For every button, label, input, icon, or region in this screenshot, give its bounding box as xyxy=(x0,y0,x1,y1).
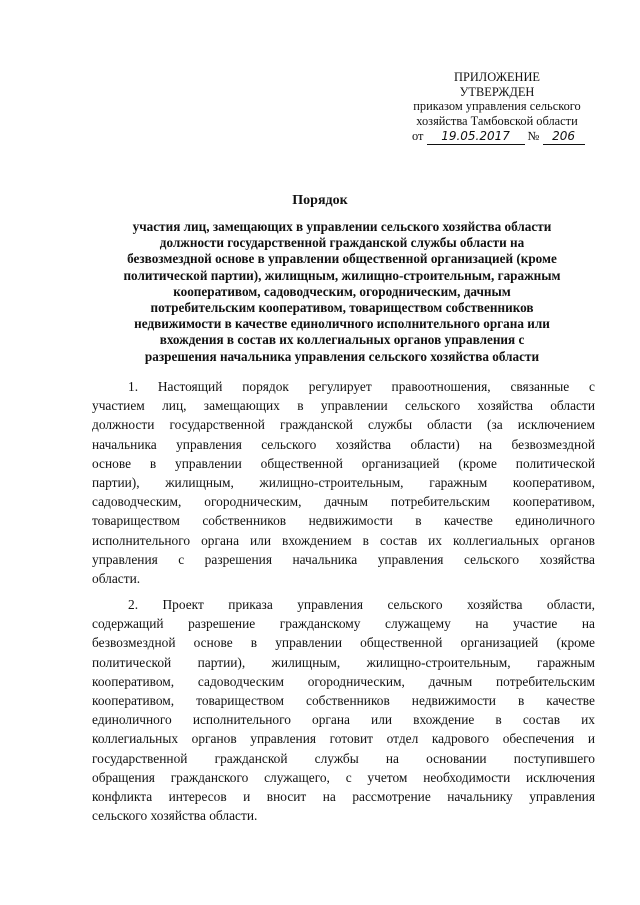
from-label: от xyxy=(412,129,424,144)
subtitle-line: политической партии), жилищным, жилищно-строительным, гаражным xyxy=(123,267,561,283)
document-title: Порядок xyxy=(292,193,348,208)
subtitle-line: потребительским кооперативом, товариществом собственников xyxy=(150,300,534,316)
paragraph-line: 1. Настоящий порядок регулирует правоотношения, связанные с xyxy=(128,379,595,394)
paragraph-line: начальника управления сельского хозяйства области) на безвозмездной xyxy=(92,436,595,452)
paragraph-line: конфликта интересов и вносит на рассмотрение начальнику управления xyxy=(92,788,595,804)
subtitle-line: кооперативом, садоводческим, огородническим, дачным xyxy=(173,283,511,299)
paragraph-line: 2. Проект приказа управления сельского хозяйства области, xyxy=(128,597,595,612)
order-date: 19.05.2017 xyxy=(427,129,525,145)
paragraph-line: области. xyxy=(92,570,141,586)
number-label: № xyxy=(527,129,540,144)
paragraph-line: управления с разрешения начальника управления сельского хозяйства xyxy=(92,551,595,567)
subtitle-line: безвозмездной основе в управлении общественной организацией (кроме xyxy=(127,251,557,267)
subtitle-line: участия лиц, замещающих в управлении сельского хозяйства области xyxy=(132,219,552,234)
subtitle-line: должности государственной гражданской службы области на xyxy=(159,235,525,251)
paragraph-line: содержащий разрешение гражданскому служащему на участие на xyxy=(92,616,595,632)
paragraph-line: безвозмездной основе в управлении общественной организацией (кроме xyxy=(92,635,595,651)
order-line-1: приказом управления сельского xyxy=(413,99,581,114)
paragraph-1 xyxy=(92,377,595,588)
document-subtitle xyxy=(92,219,592,365)
subtitle-line: недвижимости в качестве единоличного исполнительного органа или xyxy=(134,316,550,332)
approved-label: УТВЕРЖДЕН xyxy=(459,84,535,99)
paragraph-line: товариществом собственников недвижимости в качестве единоличного xyxy=(92,513,595,529)
order-date-line xyxy=(392,129,602,145)
appendix-label: ПРИЛОЖЕНИЕ xyxy=(454,70,540,84)
paragraph-line: партии), жилищным, жилищно-строительным, гаражным кооперативом, xyxy=(92,474,595,490)
order-line-2: хозяйства Тамбовской области xyxy=(416,113,578,128)
paragraph-line: исполнительного органа или вхождением в состав их коллегиальных органов xyxy=(92,532,595,548)
paragraph-line: кооперативом, товариществом собственников недвижимости в качестве xyxy=(92,692,595,708)
subtitle-line: вхождения в состав их коллегиальных органов управления с xyxy=(159,332,525,348)
paragraph-line: коллегиальных органов управления готовит отдел кадрового обеспечения и xyxy=(92,731,595,747)
subtitle-line: разрешения начальника управления сельского хозяйства области xyxy=(144,348,540,364)
paragraph-line: сельского хозяйства области. xyxy=(92,808,258,824)
paragraph-line: садоводческим, огородническим, дачным потребительским кооперативом, xyxy=(92,494,595,510)
paragraph-line: единоличного исполнительного органа или вхождение в состав их xyxy=(92,712,595,728)
paragraph-line: политической партии), жилищным, жилищно-строительным, гаражным xyxy=(92,654,595,670)
paragraph-line: должности государственной гражданской службы области (за исключением xyxy=(92,417,595,433)
approval-block xyxy=(392,70,602,145)
paragraph-line: государственной гражданской службы на основании поступившего xyxy=(92,750,595,766)
paragraph-line: основе в управлении общественной организацией (кроме политической xyxy=(92,455,595,471)
paragraph-2 xyxy=(92,595,595,825)
paragraph-line: обращения гражданского служащего, с учетом необходимости исключения xyxy=(92,769,595,785)
paragraph-line: кооперативом, садоводческим огородническим, дачным потребительским xyxy=(92,673,595,689)
paragraph-line: участием лиц, замещающих в управлении сельского хозяйства области xyxy=(92,398,595,414)
order-number: 206 xyxy=(543,129,585,145)
